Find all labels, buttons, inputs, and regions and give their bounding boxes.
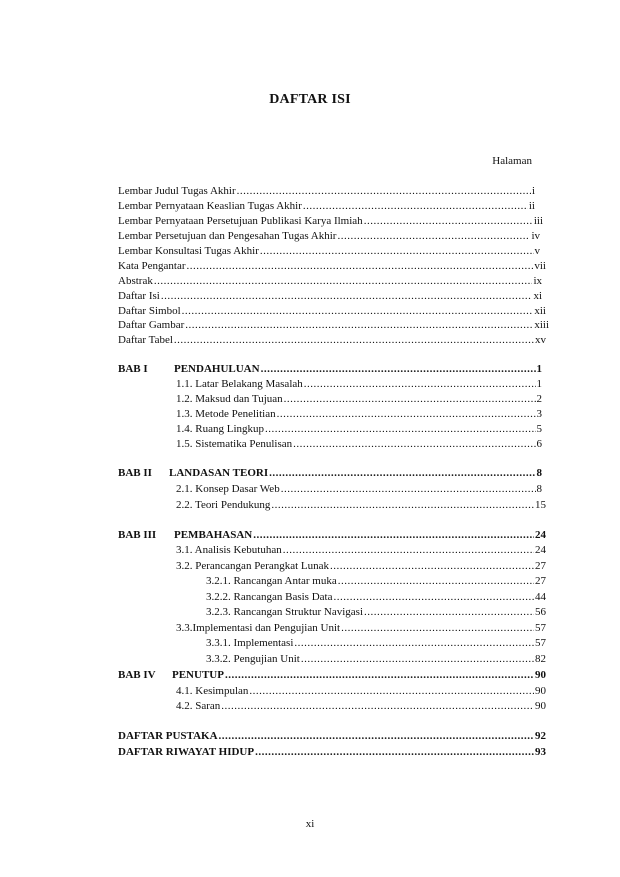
toc-entry: 3.3.Implementasi dan Pengujian Unit ..... 57 — [176, 621, 546, 635]
toc-entry: 4.1. Kesimpulan ..... 90 — [176, 684, 546, 698]
page-title: DAFTAR ISI — [269, 92, 351, 107]
toc-entry: Lembar Pernyataan Persetujuan Publikasi Karya Ilmiah ..... iii — [118, 214, 543, 228]
chapter-entry: PENUTUP ..... 90 — [172, 668, 546, 682]
chapter-entry: PENDAHULUAN ..... 1 — [174, 362, 542, 376]
toc-entry: DAFTAR PUSTAKA ..... 92 — [118, 729, 546, 743]
toc-entry: 1.4. Ruang Lingkup ..... 5 — [176, 422, 542, 436]
page-number: xi — [305, 818, 315, 830]
toc-entry: Daftar Isi ..... xi — [118, 289, 542, 303]
toc-entry: 3.2. Perancangan Perangkat Lunak ..... 27 — [176, 559, 546, 573]
toc-entry: Lembar Konsultasi Tugas Akhir ..... v — [118, 244, 540, 258]
toc-entry: 1.5. Sistematika Penulisan ..... 6 — [176, 437, 542, 451]
toc-entry: Daftar Gambar ..... xiii — [118, 318, 549, 332]
toc-entry: Kata Pengantar ..... vii — [118, 259, 546, 273]
toc-entry: Lembar Persetujuan dan Pengesahan Tugas Akhir ..... iv — [118, 229, 540, 243]
toc-entry: 2.1. Konsep Dasar Web ..... 8 — [176, 482, 542, 496]
chapter-number: BAB III — [118, 529, 157, 541]
chapter-number: BAB I — [118, 363, 148, 375]
toc-entry: DAFTAR RIWAYAT HIDUP ..... 93 — [118, 745, 546, 759]
toc-entry: 3.3.2. Pengujian Unit ..... 82 — [206, 652, 546, 666]
toc-entry: 3.2.1. Rancangan Antar muka ..... 27 — [206, 574, 546, 588]
toc-entry: Daftar Simbol ..... xii — [118, 304, 546, 318]
toc-entry: 1.1. Latar Belakang Masalah ..... 1 — [176, 377, 542, 391]
toc-entry: 4.2. Saran ..... 90 — [176, 699, 546, 713]
toc-entry: 1.3. Metode Penelitian ..... 3 — [176, 407, 542, 421]
toc-entry: 3.2.3. Rancangan Struktur Navigasi ..... 56 — [206, 605, 546, 619]
toc-entry: 3.2.2. Rancangan Basis Data ..... 44 — [206, 590, 546, 604]
halaman-label: Halaman — [492, 155, 532, 167]
chapter-entry: PEMBAHASAN ..... 24 — [174, 528, 546, 542]
chapter-number: BAB II — [118, 467, 152, 479]
toc-entry: 3.3.1. Implementasi ..... 57 — [206, 636, 546, 650]
chapter-entry: LANDASAN TEORI ..... 8 — [169, 466, 542, 480]
toc-entry: Abstrak ..... ix — [118, 274, 542, 288]
toc-entry: Lembar Judul Tugas Akhir ..... i — [118, 184, 535, 198]
chapter-number: BAB IV — [118, 669, 156, 681]
toc-entry: Daftar Tabel ..... xv — [118, 333, 546, 347]
toc-entry: 1.2. Maksud dan Tujuan ..... 2 — [176, 392, 542, 406]
toc-entry: 3.1. Analisis Kebutuhan ..... 24 — [176, 543, 546, 557]
toc-entry: 2.2. Teori Pendukung ..... 15 — [176, 498, 546, 512]
toc-entry: Lembar Pernyataan Keaslian Tugas Akhir ..... ii — [118, 199, 535, 213]
